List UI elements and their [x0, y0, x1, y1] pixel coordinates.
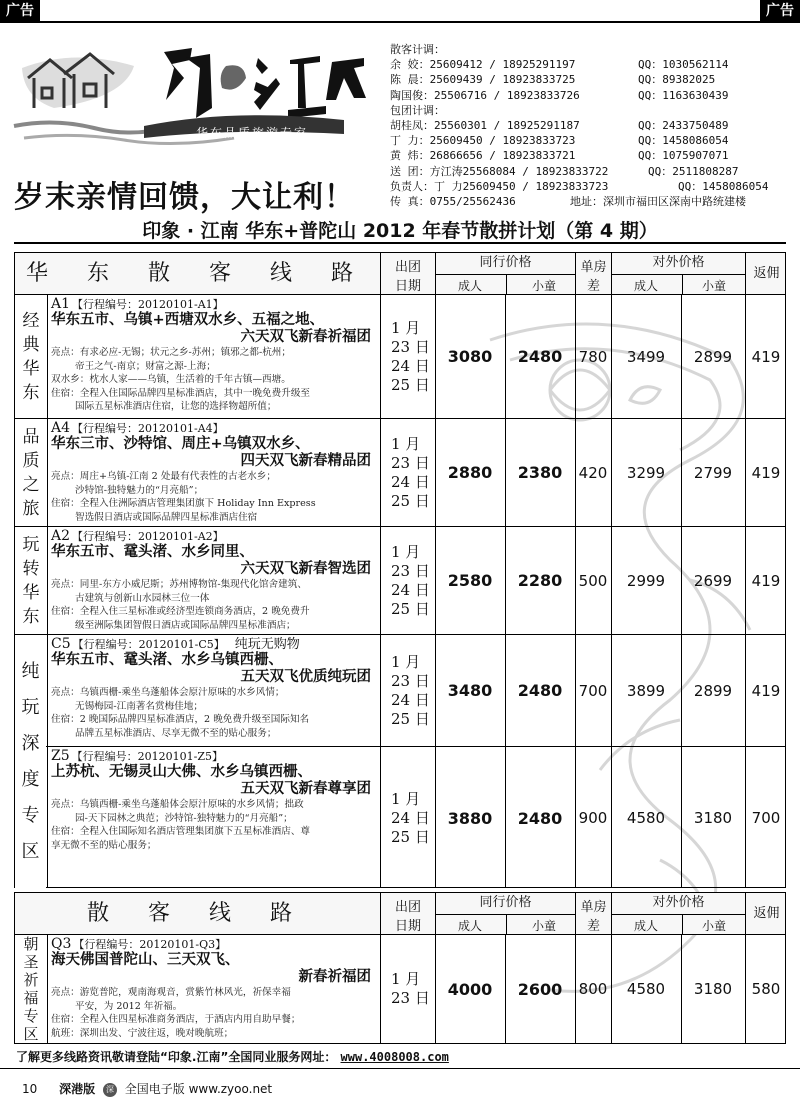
plan-title: 印象 · 江南 华东+普陀山 2012 年春节散拼计划（第 4 期） — [142, 220, 658, 242]
route-code: A2 — [51, 528, 71, 544]
header-retail-price: 对外价格 — [652, 895, 705, 910]
contact-row: 陈 晨：25609439 / 18923833725 QQ：89382025 — [390, 73, 716, 87]
departure-date: 25 日 — [391, 827, 430, 846]
category-char: 祈 — [23, 971, 39, 989]
route-detail: 亮点：乌镇西栅-乘坐乌蓬船体会原汁原味的水乡风情；拙政 — [51, 799, 304, 810]
route-detail: 亮点：乌镇西栅-乘坐乌蓬船体会原汁原味的水乡风情； — [51, 687, 285, 698]
route-number: 【行程编号：20120101-Q3】 — [73, 938, 227, 951]
retail-adult-price: 3499 — [626, 347, 666, 366]
category-char: 区 — [21, 840, 40, 862]
departure-date: 1 月 — [391, 434, 421, 453]
category-char: 东 — [22, 606, 40, 627]
category-char: 之 — [22, 474, 40, 495]
header-retail-adult: 成人 — [634, 279, 659, 293]
route-name: 新春祈福团 — [298, 969, 371, 985]
departure-date: 23 日 — [391, 989, 430, 1007]
departure-date: 23 日 — [391, 671, 430, 690]
group-contacts-title: 包团计调： — [390, 103, 445, 117]
table-header — [15, 253, 785, 295]
route-rows — [15, 935, 785, 1043]
plan-rule — [14, 242, 786, 244]
route-name: 华东五市、鼋头渚、水乡同里、 — [51, 544, 254, 560]
category-char: 品 — [22, 426, 40, 447]
retail-adult-price: 3299 — [626, 463, 666, 482]
category-char: 朝 — [23, 935, 39, 953]
departure-dates — [385, 747, 440, 889]
route-detail: 住宿：2 晚国际品牌四星标准酒店，2 晚免费升级至国际知名 — [51, 714, 310, 725]
header-peer-price: 同行价格 — [479, 895, 532, 910]
route-detail: 园-天下园林之典范；沙特馆-独特魅力的“月亮船”； — [75, 812, 293, 824]
route-detail: 住宿：全程入住洲际酒店管理集团旗下 Holiday Inn Express — [51, 498, 316, 509]
route-category — [15, 419, 47, 526]
route-code: Z5 — [51, 748, 70, 764]
route-description — [51, 297, 377, 414]
route-detail: 住宿：全程入住四星标准商务酒店，于酒店内用自助早餐； — [51, 1014, 301, 1025]
single-room-supplement: 800 — [578, 980, 608, 998]
category-char: 纯 — [21, 660, 40, 682]
route-detail: 亮点：同里-东方小威尼斯；苏州博物馆-集现代化馆舍建筑、 — [51, 579, 307, 590]
route-detail: 平安，为 2012 年祈福。 — [75, 1000, 183, 1012]
route-code-line — [51, 937, 377, 952]
route-name: 六天双飞新春祈福团 — [240, 329, 371, 345]
peer-adult-price: 3080 — [447, 347, 493, 366]
peer-child-price: 2480 — [517, 681, 563, 700]
page-number: 10 — [22, 1082, 38, 1096]
address: 地址：深圳市福田区深南中路统建楼 — [570, 194, 746, 208]
route-description — [51, 529, 377, 632]
route-rows — [15, 295, 785, 887]
contact-row: 送 团：方江涛25568084 / 18923833722 QQ：2511808287 — [390, 164, 739, 178]
departure-date: 25 日 — [391, 709, 430, 728]
route-row — [15, 935, 785, 1043]
route-table-general — [14, 892, 786, 1044]
headline: 岁末亲情回馈，大让利！ — [14, 180, 355, 215]
route-code: A1 — [51, 296, 71, 312]
header-peer-adult: 成人 — [458, 919, 483, 933]
departure-date: 23 日 — [391, 561, 430, 580]
peer-adult-price: 4000 — [447, 979, 493, 999]
route-detail: 国际五星标准酒店住宿，让您的选择物超所值； — [75, 401, 277, 412]
route-detail: 亮点：有求必应-无锡；状元之乡-苏州；镇邪之都-杭州； — [51, 347, 291, 358]
retail-child-price: 2799 — [693, 463, 733, 482]
contact-block — [390, 42, 790, 209]
rebate-value: 419 — [751, 681, 781, 700]
route-detail: 沙特馆-独特魅力的“月亮船”； — [75, 484, 204, 496]
departure-date: 23 日 — [391, 453, 430, 472]
table-header — [15, 893, 785, 935]
route-code-line — [51, 529, 377, 544]
logo-slogan: 华东品质旅游专家 — [196, 126, 309, 140]
route-row — [15, 295, 785, 419]
route-category — [15, 295, 47, 418]
single-room-supplement: 420 — [578, 463, 608, 482]
departure-date: 25 日 — [391, 491, 430, 510]
departure-date: 24 日 — [391, 690, 430, 709]
footer-text: 了解更多线路资讯敬请登陆“印象.江南”全国同业服务网址： — [16, 1050, 337, 1064]
footer-site-link[interactable]: www.4008008.com — [340, 1050, 449, 1064]
category-char: 深 — [21, 732, 40, 754]
ad-label-left: 广告 — [0, 0, 40, 22]
category-char: 质 — [22, 450, 40, 471]
departure-date: 24 日 — [391, 580, 430, 599]
header-retail-adult: 成人 — [634, 919, 659, 933]
route-number: 【行程编号：20120101-A1】 — [72, 298, 224, 311]
route-name: 上苏杭、无锡灵山大佛、水乡乌镇西栅、 — [51, 764, 312, 780]
contact-row: 胡桂凤：25560301 / 18925291187 QQ：2433750489 — [390, 118, 729, 132]
rebate-value: 419 — [751, 571, 781, 590]
contact-row: 丁 力：25609450 / 18923833723 QQ：1458086054 — [390, 134, 729, 148]
route-description — [51, 937, 377, 1040]
retail-adult-price: 4580 — [626, 980, 666, 998]
route-code-line — [51, 297, 377, 312]
header-single: 单房 差 — [580, 260, 607, 294]
route-code: A4 — [51, 420, 71, 436]
route-detail: 智选假日酒店或国际品牌四星标准酒店住宿 — [75, 511, 258, 523]
route-name: 华东五市、乌镇+西塘双水乡、五福之地、 — [51, 312, 325, 328]
rebate-value: 419 — [751, 463, 781, 482]
route-row — [15, 747, 785, 889]
route-description — [51, 749, 377, 852]
peer-child-price: 2480 — [517, 808, 563, 828]
retail-adult-price: 4580 — [626, 809, 666, 827]
route-number: 【行程编号：20120101-A2】 — [72, 530, 224, 543]
header-peer-child: 小童 — [532, 919, 557, 933]
departure-dates — [385, 527, 440, 634]
departure-date: 25 日 — [391, 375, 430, 394]
ad-label-right: 广告 — [760, 0, 800, 22]
route-number: 【行程编号：20120101-A4】 — [72, 422, 224, 435]
route-category — [15, 635, 46, 888]
contact-row: 陶国俊：25506716 / 18923833726 QQ：1163630439 — [390, 88, 729, 102]
category-char: 华 — [22, 358, 40, 379]
contact-row: 余 姣：25609412 / 18925291197 QQ：1030562114 — [390, 58, 729, 72]
header-rebate: 返佣 — [753, 906, 780, 921]
peer-adult-price: 3880 — [447, 808, 493, 828]
route-table-east-china — [14, 252, 786, 888]
departure-date: 1 月 — [391, 542, 421, 561]
fax-address-row — [390, 194, 790, 209]
peer-adult-price: 3480 — [447, 681, 493, 700]
brand-logo — [14, 38, 376, 172]
category-char: 度 — [21, 768, 40, 790]
retail-child-price: 2899 — [693, 681, 733, 700]
header-depart: 出团 日期 — [394, 260, 421, 294]
departure-date: 1 月 — [391, 970, 421, 988]
route-name: 四天双飞新春精品团 — [240, 453, 371, 469]
category-char: 华 — [22, 582, 40, 603]
header-depart: 出团 日期 — [394, 900, 421, 934]
peer-child-price: 2280 — [517, 571, 563, 590]
logo-artwork — [14, 38, 376, 172]
departure-dates — [385, 635, 440, 746]
route-category — [15, 935, 47, 1043]
departure-date: 1 月 — [391, 318, 421, 337]
rebate-value: 580 — [751, 980, 781, 998]
route-description — [51, 637, 377, 740]
category-char: 专 — [21, 804, 40, 826]
category-char: 区 — [23, 1025, 39, 1043]
section-title: 华 东 散 客 线 路 — [26, 261, 369, 286]
peer-child-price: 2380 — [517, 463, 563, 482]
retail-child-price: 2899 — [693, 347, 733, 366]
single-room-supplement: 500 — [578, 571, 608, 590]
category-char: 旅 — [22, 498, 40, 519]
single-room-supplement: 900 — [578, 809, 608, 827]
route-code-line — [51, 637, 377, 652]
route-detail: 无锡梅园-江南著名赏梅佳地； — [75, 700, 203, 712]
header-rebate: 返佣 — [753, 266, 780, 281]
route-name: 华东五市、鼋头渚、水乡乌镇西栅、 — [51, 652, 283, 668]
retail-child-price: 2699 — [693, 571, 733, 590]
ad-rule — [0, 21, 800, 23]
route-detail: 住宿：全程入住国际品牌四星标准酒店，其中一晚免费升级至 — [51, 387, 311, 399]
route-detail: 航班：深圳出发、宁波往返，晚对晚航班； — [51, 1027, 234, 1039]
peer-child-price: 2600 — [517, 979, 563, 999]
fax: 传 真：0755/25562436 — [390, 194, 516, 208]
departure-date: 24 日 — [391, 356, 430, 375]
retail-child-price: 3180 — [693, 809, 733, 827]
route-detail: 亮点：游览普陀，观南海观音，赏紫竹林风光，祈保幸福 — [51, 987, 291, 998]
edition-stamp-icon: 深港 — [103, 1083, 117, 1097]
header-single: 单房 差 — [580, 900, 607, 934]
contact-row: 负责人：丁 力25609450 / 18923833723 QQ：1458086054 — [390, 179, 769, 193]
ebook-site[interactable]: 全国电子版 www.zyoo.net — [124, 1082, 273, 1096]
route-code-line — [51, 421, 377, 436]
rebate-value: 700 — [751, 809, 781, 827]
route-detail: 住宿：全程入住三星标准或经济型连锁商务酒店，2 晚免费升 — [51, 606, 310, 617]
page-footer — [22, 1080, 273, 1108]
route-number: 【行程编号：20120101-Z5】 — [71, 750, 223, 763]
peer-child-price: 2480 — [517, 347, 563, 366]
route-category — [15, 527, 47, 634]
category-char: 玩 — [22, 534, 40, 555]
route-detail: 亮点：周庄+乌镇-江南 2 处最有代表性的古老水乡； — [51, 471, 276, 482]
category-char: 福 — [23, 989, 39, 1007]
route-name: 六天双飞新春智选团 — [240, 561, 371, 577]
route-name: 华东三市、沙特馆、周庄+乌镇双水乡、 — [51, 436, 310, 452]
departure-date: 24 日 — [391, 808, 430, 827]
header-peer-child: 小童 — [532, 279, 557, 293]
route-tag: 纯玩无购物 — [234, 637, 300, 652]
route-detail: 享无微不至的贴心服务； — [51, 839, 157, 851]
category-char: 玩 — [21, 696, 40, 718]
section-title: 散 客 线 路 — [87, 901, 308, 926]
category-char: 经 — [22, 310, 40, 331]
route-detail: 双水乡：枕水人家——乌镇，生活着的千年古镇—西塘。 — [51, 374, 291, 385]
header-peer-price: 同行价格 — [479, 255, 532, 270]
route-row — [15, 419, 785, 527]
rebate-value: 419 — [751, 347, 781, 366]
single-room-supplement: 700 — [578, 681, 608, 700]
route-code-line — [51, 749, 377, 764]
route-code: Q3 — [51, 936, 72, 952]
contact-row: 黄 炜：26866656 / 18923833721 QQ：1075907071 — [390, 149, 729, 163]
route-detail: 住宿：全程入住国际知名酒店管理集团旗下五星标准酒店、尊 — [51, 826, 311, 837]
category-char: 转 — [22, 558, 40, 579]
departure-date: 1 月 — [391, 789, 421, 808]
departure-date: 24 日 — [391, 472, 430, 491]
peer-adult-price: 2880 — [447, 463, 493, 482]
departure-date: 1 月 — [391, 652, 421, 671]
retail-contacts-title: 散客计调： — [390, 43, 445, 56]
route-detail: 古建筑与创新山水园林三位一体 — [75, 592, 210, 604]
departure-date: 23 日 — [391, 337, 430, 356]
header-retail-child: 小童 — [702, 279, 727, 293]
footer-info — [16, 1048, 449, 1065]
route-detail: 帝王之气-南京；财富之源-上海； — [75, 360, 216, 372]
route-description — [51, 421, 377, 524]
departure-dates — [385, 419, 440, 526]
departure-dates — [385, 935, 440, 1043]
route-row — [15, 527, 785, 635]
header-retail-child: 小童 — [702, 919, 727, 933]
edition-label: 深港版 — [59, 1082, 96, 1096]
header-retail-price: 对外价格 — [652, 255, 705, 270]
retail-adult-price: 2999 — [626, 571, 666, 590]
route-name: 五天双飞新春尊享团 — [240, 781, 371, 797]
route-number: 【行程编号：20120101-C5】 — [72, 638, 225, 651]
route-detail: 级至洲际集团智假日酒店或国际品牌四星标准酒店； — [75, 619, 296, 631]
departure-dates — [385, 295, 440, 418]
category-char: 典 — [22, 334, 40, 355]
peer-adult-price: 2580 — [447, 571, 493, 590]
route-code: C5 — [51, 636, 71, 652]
route-name: 海天佛国普陀山、三天双飞、 — [51, 952, 240, 968]
departure-date: 25 日 — [391, 599, 430, 618]
route-name: 五天双飞优质纯玩团 — [240, 669, 371, 685]
category-char: 圣 — [23, 953, 39, 971]
header-peer-adult: 成人 — [458, 279, 483, 293]
category-char: 专 — [23, 1007, 39, 1025]
single-room-supplement: 780 — [578, 347, 608, 366]
retail-child-price: 3180 — [693, 980, 733, 998]
route-detail: 品牌五星标准酒店、尽享无微不至的贴心服务； — [75, 727, 277, 739]
retail-adult-price: 3899 — [626, 681, 666, 700]
category-char: 东 — [22, 382, 40, 403]
